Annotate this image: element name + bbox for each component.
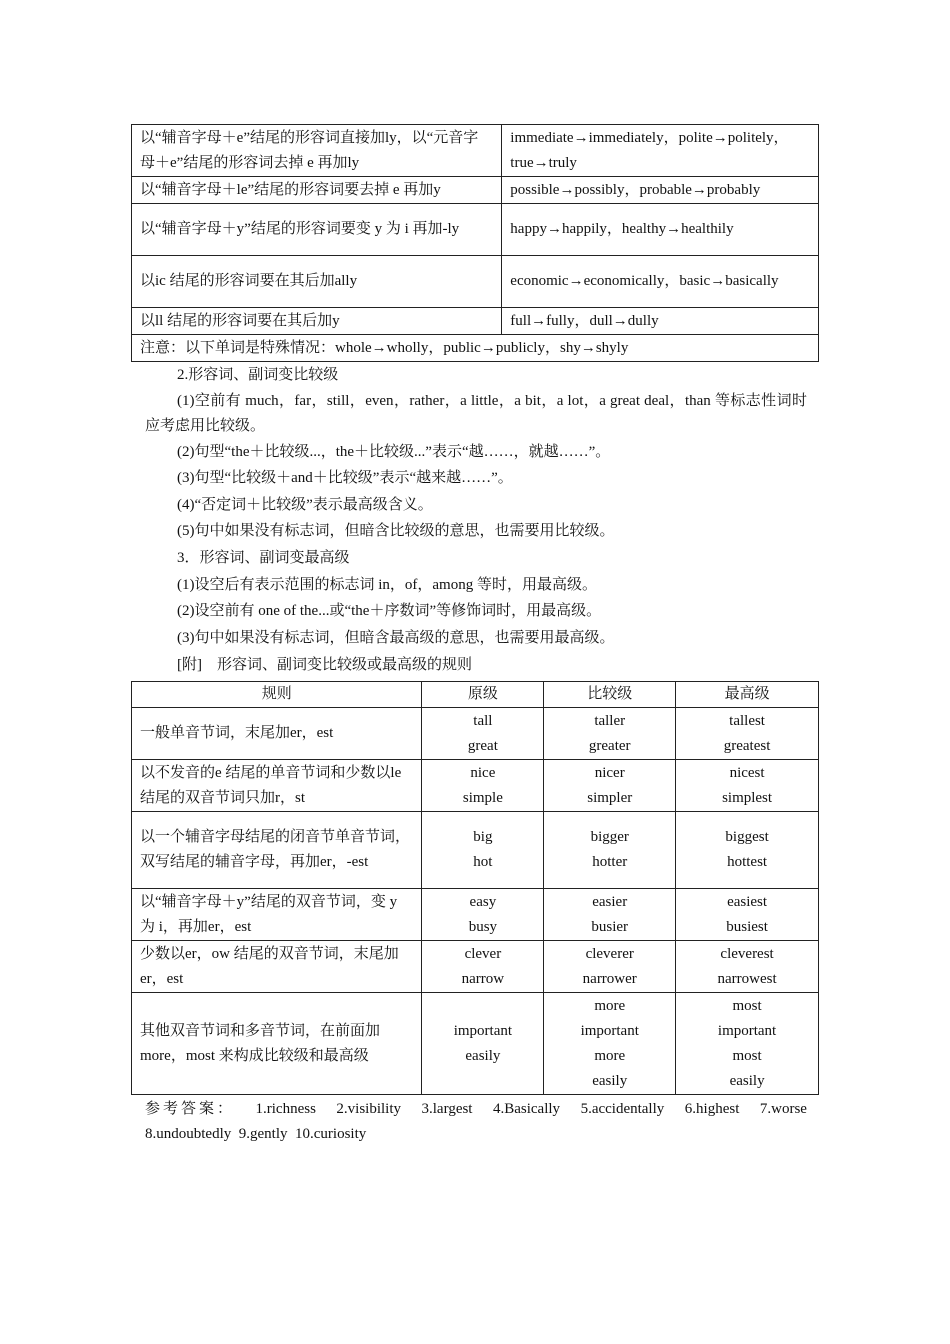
positive-cell bbox=[422, 812, 544, 889]
rule-cell: 以“辅音字母＋le”结尾的形容词要去掉 e 再加y bbox=[132, 177, 502, 204]
answer-item: 3.largest bbox=[421, 1101, 473, 1117]
word: easier bbox=[592, 893, 628, 910]
word: more bbox=[594, 1047, 626, 1064]
comparative-cell bbox=[544, 708, 676, 760]
word: tall bbox=[473, 712, 493, 729]
superlative-cell bbox=[676, 889, 819, 941]
answer-item: 2.visibility bbox=[336, 1101, 402, 1117]
positive-cell bbox=[422, 708, 544, 760]
word: greater bbox=[588, 737, 631, 754]
table-row bbox=[132, 308, 819, 335]
superlative-cell bbox=[676, 993, 819, 1095]
positive-cell bbox=[422, 760, 544, 812]
comparative-cell bbox=[544, 760, 676, 812]
table-row bbox=[132, 125, 819, 177]
word: important bbox=[580, 1022, 639, 1039]
answer-item: 6.highest bbox=[684, 1101, 740, 1117]
superlative-cell bbox=[676, 760, 819, 812]
word: hot bbox=[473, 854, 493, 870]
table-row bbox=[132, 812, 819, 889]
table-row bbox=[132, 256, 819, 308]
word: narrow bbox=[461, 970, 505, 987]
word: greatest bbox=[723, 737, 771, 754]
section3-item: (2)设空前有 one of the...或“the＋序数词”等修饰词时，用最高级。 bbox=[177, 603, 602, 619]
section3-item: (1)设空后有表示范围的标志词 in，of，among 等时，用最高级。 bbox=[177, 577, 597, 593]
word: cleverest bbox=[720, 945, 774, 962]
answer-line bbox=[145, 1097, 807, 1122]
rule-cell: 以一个辅音字母结尾的闭音节单音节词，双写结尾的辅音字母，再加er，-est bbox=[132, 812, 422, 889]
header-cell: 规则 bbox=[132, 682, 422, 708]
example-cell: possible→possibly，probable→probably bbox=[502, 177, 819, 204]
superlative-cell bbox=[676, 941, 819, 993]
section2-item: (5)句中如果没有标志词，但暗含比较级的意思，也需要用比较级。 bbox=[177, 523, 615, 539]
header-cell: 最高级 bbox=[676, 682, 819, 708]
answer-label: 参考答案： bbox=[145, 1101, 236, 1117]
appendix-title: [附] 形容词、副词变比较级或最高级的规则 bbox=[177, 657, 472, 673]
positive-cell bbox=[422, 941, 544, 993]
word: busiest bbox=[726, 918, 768, 935]
rule-cell: 以不发音的e 结尾的单音节词和少数以le 结尾的双音节词只加r，st bbox=[132, 760, 422, 812]
superlative-cell bbox=[676, 812, 819, 889]
positive-cell bbox=[422, 993, 544, 1095]
rule-cell: 以ll 结尾的形容词要在其后加y bbox=[132, 308, 502, 335]
word: nicer bbox=[594, 764, 625, 781]
comparative-cell bbox=[544, 889, 676, 941]
rule-cell: 以“辅音字母＋e”结尾的形容词直接加ly，以“元音字母＋e”结尾的形容词去掉 e 再加ly bbox=[132, 125, 502, 177]
section2-title: 2.形容词、副词变比较级 bbox=[177, 367, 339, 383]
header-cell: 比较级 bbox=[544, 682, 676, 708]
rule-cell: 以“辅音字母＋y”结尾的双音节词，变 y 为 i，再加er，est bbox=[132, 889, 422, 941]
section2-item: (4)“否定词＋比较级”表示最高级含义。 bbox=[177, 497, 433, 513]
example-cell: full→fully，dull→dully bbox=[502, 308, 819, 335]
word: important bbox=[717, 1022, 777, 1039]
word: nicest bbox=[729, 764, 765, 781]
table-row bbox=[132, 335, 819, 362]
section3-title: 3．形容词、副词变最高级 bbox=[177, 550, 350, 566]
table-row bbox=[132, 941, 819, 993]
superlative-cell bbox=[676, 708, 819, 760]
word: most bbox=[732, 1047, 762, 1064]
adverb-rules-table bbox=[131, 124, 819, 362]
word: more bbox=[594, 997, 626, 1014]
word: easily bbox=[465, 1047, 501, 1064]
example-cell: immediate→immediately，polite→politely，true→truly bbox=[502, 125, 819, 177]
table-header-row bbox=[132, 682, 819, 708]
rule-cell: 其他双音节词和多音节词，在前面加 more，most 来构成比较级和最高级 bbox=[132, 993, 422, 1095]
answer-item: 10.curiosity bbox=[295, 1126, 367, 1142]
word: big bbox=[473, 829, 493, 845]
answer-item: 9.gently bbox=[238, 1126, 288, 1142]
word: cleverer bbox=[585, 945, 634, 962]
word: great bbox=[467, 737, 498, 754]
word: easily bbox=[592, 1072, 628, 1089]
rule-cell: 以“辅音字母＋y”结尾的形容词要变 y 为 i 再加-ly bbox=[132, 204, 502, 256]
word: simple bbox=[462, 789, 503, 806]
table-row bbox=[132, 889, 819, 941]
word: clever bbox=[464, 945, 502, 962]
word: important bbox=[453, 1022, 513, 1039]
word: narrower bbox=[582, 970, 637, 987]
answer-item: 1.richness bbox=[255, 1101, 316, 1117]
table-row bbox=[132, 204, 819, 256]
rule-cell: 少数以er，ow 结尾的双音节词，末尾加er，est bbox=[132, 941, 422, 993]
table-row bbox=[132, 708, 819, 760]
word: bigger bbox=[590, 829, 629, 845]
word: biggest bbox=[725, 829, 769, 845]
word: busy bbox=[468, 918, 498, 935]
word: narrowest bbox=[717, 970, 777, 987]
positive-cell bbox=[422, 889, 544, 941]
answer-line bbox=[145, 1122, 807, 1147]
section3-item: (3)句中如果没有标志词，但暗含最高级的意思，也需要用最高级。 bbox=[177, 630, 615, 646]
word: easy bbox=[469, 893, 497, 910]
table-row bbox=[132, 993, 819, 1095]
word: simpler bbox=[587, 789, 633, 806]
comparison-rules-table bbox=[131, 681, 819, 1095]
note-cell: 注意：以下单词是特殊情况：whole→wholly，public→publicly，shy→shyly bbox=[132, 335, 819, 362]
answer-item: 8.undoubtedly bbox=[145, 1126, 232, 1142]
word: hottest bbox=[727, 854, 768, 870]
comparative-cell bbox=[544, 941, 676, 993]
answer-item: 7.worse bbox=[759, 1101, 807, 1117]
table-row bbox=[132, 760, 819, 812]
answer-key bbox=[145, 1097, 807, 1147]
answer-item: 4.Basically bbox=[492, 1101, 561, 1117]
word: nice bbox=[470, 764, 496, 781]
rule-cell: 一般单音节词，末尾加er，est bbox=[132, 708, 422, 760]
answer-item: 5.accidentally bbox=[580, 1101, 665, 1117]
section2-item: (2)句型“the＋比较级...，the＋比较级...”表示“越……，就越……”。 bbox=[177, 444, 611, 460]
rule-cell: 以ic 结尾的形容词要在其后加ally bbox=[132, 256, 502, 308]
comparative-cell bbox=[544, 993, 676, 1095]
header-cell: 原级 bbox=[422, 682, 544, 708]
section2-item: (3)句型“比较级＋and＋比较级”表示“越来越……”。 bbox=[177, 470, 513, 486]
word: tallest bbox=[729, 712, 765, 729]
section2-item: (1)空前有 much，far，still，even，rather，a little，a bit，a lot，a great deal，than 等标志性词时应考虑用比较级。 bbox=[145, 393, 807, 434]
word: hotter bbox=[592, 854, 628, 870]
word: most bbox=[732, 997, 762, 1014]
word: easiest bbox=[727, 893, 768, 910]
word: taller bbox=[594, 712, 626, 729]
comparative-cell bbox=[544, 812, 676, 889]
word: busier bbox=[591, 918, 629, 935]
word: simplest bbox=[722, 789, 773, 806]
table-row bbox=[132, 177, 819, 204]
example-cell: happy→happily，healthy→healthily bbox=[502, 204, 819, 256]
example-cell: economic→economically，basic→basically bbox=[502, 256, 819, 308]
word: easily bbox=[729, 1072, 765, 1089]
